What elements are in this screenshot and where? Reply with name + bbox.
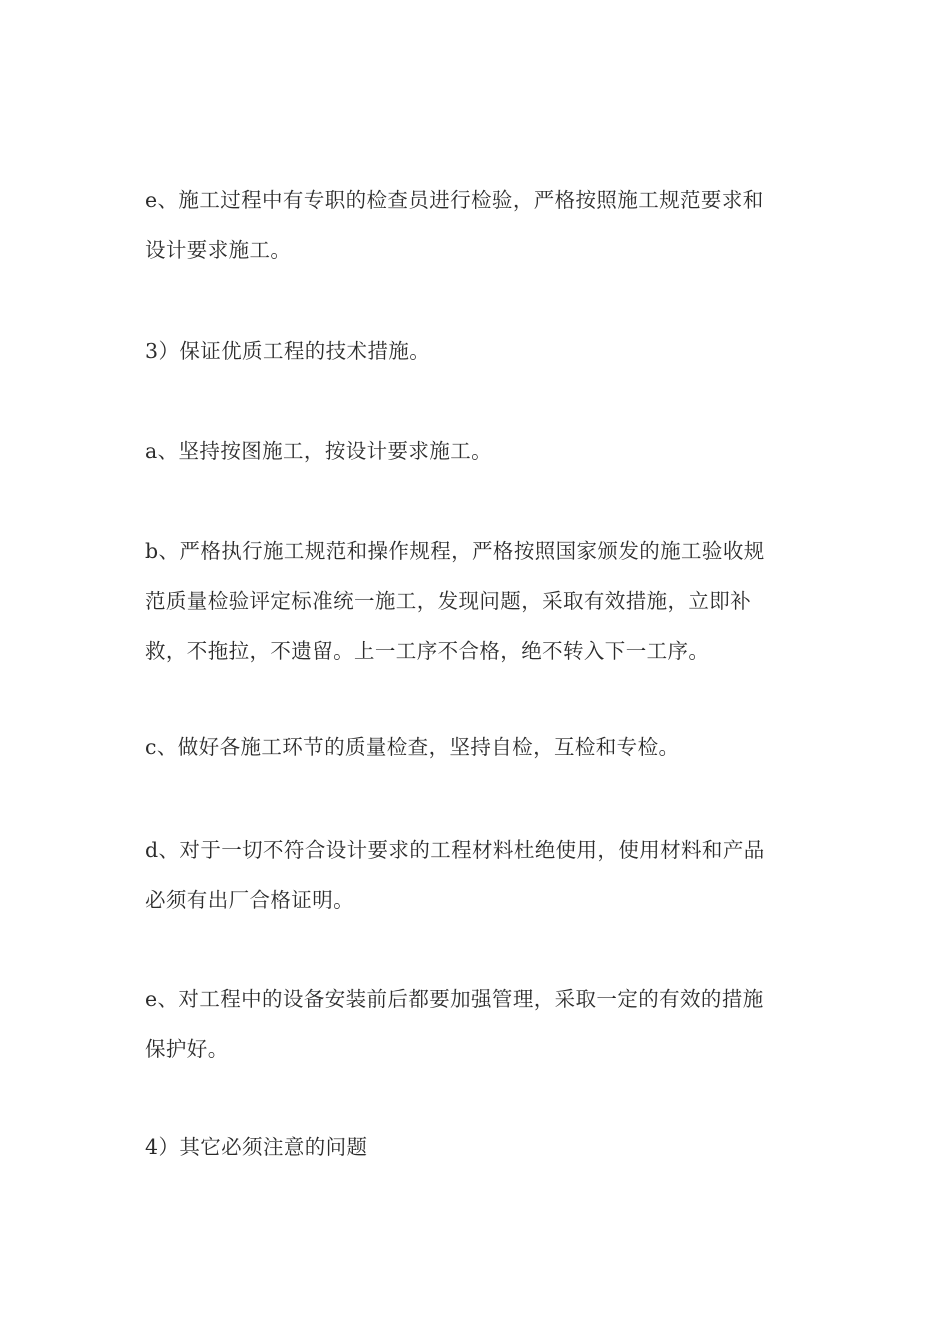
text-line: e、施工过程中有专职的检查员进行检验，严格按照施工规范要求和 [145, 188, 764, 212]
text-line: 范质量检验评定标准统一施工，发现问题，采取有效措施，立即补 [145, 589, 752, 613]
text-line: d、对于一切不符合设计要求的工程材料杜绝使用，使用材料和产品 [145, 838, 765, 862]
text-line: 设计要求施工。 [145, 238, 292, 262]
paragraph-construction-standards [145, 526, 810, 676]
text-line: 3）保证优质工程的技术措施。 [145, 339, 431, 363]
text-line: 保护好。 [145, 1037, 229, 1061]
text-line: 4）其它必须注意的问题 [145, 1135, 368, 1159]
section-heading-quality-measures [145, 326, 810, 376]
paragraph-materials [145, 825, 810, 925]
paragraph-inspection [145, 175, 810, 275]
section-heading-other-issues [145, 1122, 810, 1172]
text-line: e、对工程中的设备安装前后都要加强管理，采取一定的有效的措施 [145, 987, 764, 1011]
text-line: c、做好各施工环节的质量检查，坚持自检，互检和专检。 [145, 735, 680, 759]
text-line: 救，不拖拉，不遗留。上一工序不合格，绝不转入下一工序。 [145, 639, 710, 663]
paragraph-quality-checks [145, 722, 810, 772]
paragraph-equipment-protection [145, 974, 810, 1074]
text-line: b、严格执行施工规范和操作规程，严格按照国家颁发的施工验收规 [145, 539, 765, 563]
paragraph-follow-drawings [145, 426, 810, 476]
text-line: 必须有出厂合格证明。 [145, 888, 354, 912]
text-line: a、坚持按图施工，按设计要求施工。 [145, 439, 493, 463]
